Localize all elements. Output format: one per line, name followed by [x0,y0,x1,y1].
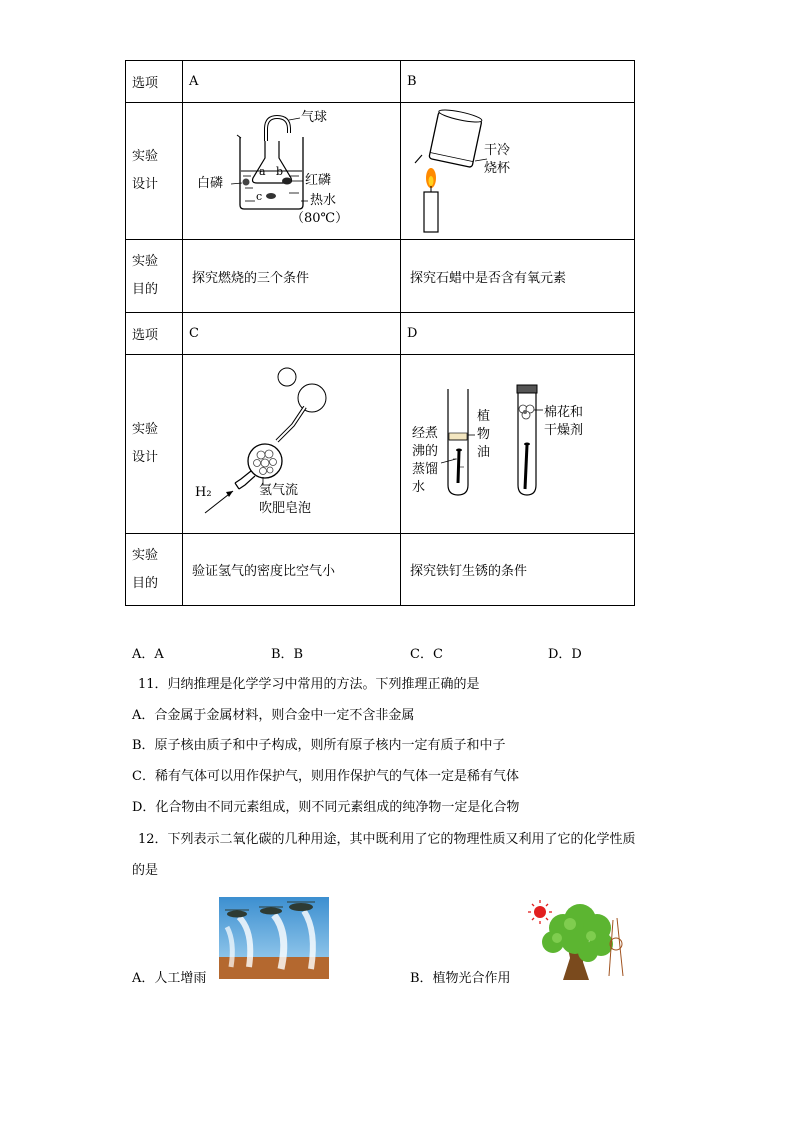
q11-option-c[interactable]: C．稀有气体可以用作保护气，则用作保护气的气体一定是稀有气体 [132,769,519,784]
option-head: 选项 [126,61,183,103]
label-b: b [276,165,284,178]
white-phosphorus-label: 白磷 [197,176,224,191]
h2-label: H₂ [195,485,212,500]
purpose-b: 探究石蜡中是否含有氧元素 [401,240,635,313]
purpose-c: 验证氢气的密度比空气小 [183,534,401,606]
option-c-head: C [183,313,401,355]
purpose-a: 探究燃烧的三个条件 [183,240,401,313]
hydrogen-flow-label: 氢气流 [259,483,299,498]
plant-oil-label-3: 油 [477,445,491,460]
option-a-head: A [183,61,401,103]
photosynthesis-tree-image [525,898,637,982]
design-c-figure [183,355,401,534]
q11-stem: 11．归纳推理是化学学习中常用的方法。下列推理正确的是 [138,677,480,692]
q10-option-a[interactable]: A．A [132,647,164,662]
boiled-water-label-2: 沸的 [412,444,439,459]
option-d-head: D [401,313,635,355]
artificial-rain-image [219,897,329,979]
boiled-water-label-1: 经煮 [412,426,439,441]
plant-oil-label-2: 物 [477,427,491,442]
q10-option-b[interactable]: B．B [271,647,304,662]
cotton-desiccant-label-2: 干燥剂 [544,423,584,438]
temperature-label: （80℃） [291,211,349,226]
purpose-head: 实验 目的 [126,240,183,313]
q12-option-a[interactable]: A．人工增雨 [132,971,207,986]
dry-cold-label-2: 烧杯 [484,161,511,176]
design-d-figure [401,355,635,534]
hot-water-label: 热水 [310,193,337,208]
design-head-2: 实验 设计 [126,355,183,534]
candle-beaker-diagram [401,103,634,239]
q10-option-c[interactable]: C．C [410,647,443,662]
purpose-head-2: 实验 目的 [126,534,183,606]
plant-oil-label-1: 植 [477,409,491,424]
q12-stem-line2: 的是 [132,863,159,878]
q11-option-b[interactable]: B．原子核由质子和中子构成，则所有原子核内一定有质子和中子 [132,738,506,753]
q12-option-b[interactable]: B．植物光合作用 [410,971,511,986]
label-c: c [256,190,263,203]
q11-option-a[interactable]: A．合金属于金属材料，则合金中一定不含非金属 [132,708,415,723]
cotton-desiccant-label-1: 棉花和 [544,405,584,420]
purpose-d: 探究铁钉生锈的条件 [401,534,635,606]
q10-options [132,643,652,661]
experiment-table [125,60,635,606]
q11-option-d[interactable]: D．化合物由不同元素组成，则不同元素组成的纯净物一定是化合物 [132,800,520,815]
design-a-figure [183,103,401,240]
label-a: a [259,165,266,178]
q12-stem-line1: 12．下列表示二氧化碳的几种用途，其中既利用了它的物理性质又利用了它的化学性质 [138,832,636,847]
q10-option-d[interactable]: D．D [548,647,582,662]
balloon-label: 气球 [301,110,328,125]
design-head: 实验 设计 [126,103,183,240]
option-b-head: B [401,61,635,103]
boiled-water-label-3: 蒸馏 [412,462,439,477]
blow-bubble-label: 吹肥皂泡 [259,501,312,516]
dry-cold-label-1: 干冷 [484,143,511,158]
design-b-figure [401,103,635,240]
boiled-water-label-4: 水 [412,480,426,495]
option-head-2: 选项 [126,313,183,355]
red-phosphorus-label: 红磷 [305,173,332,188]
